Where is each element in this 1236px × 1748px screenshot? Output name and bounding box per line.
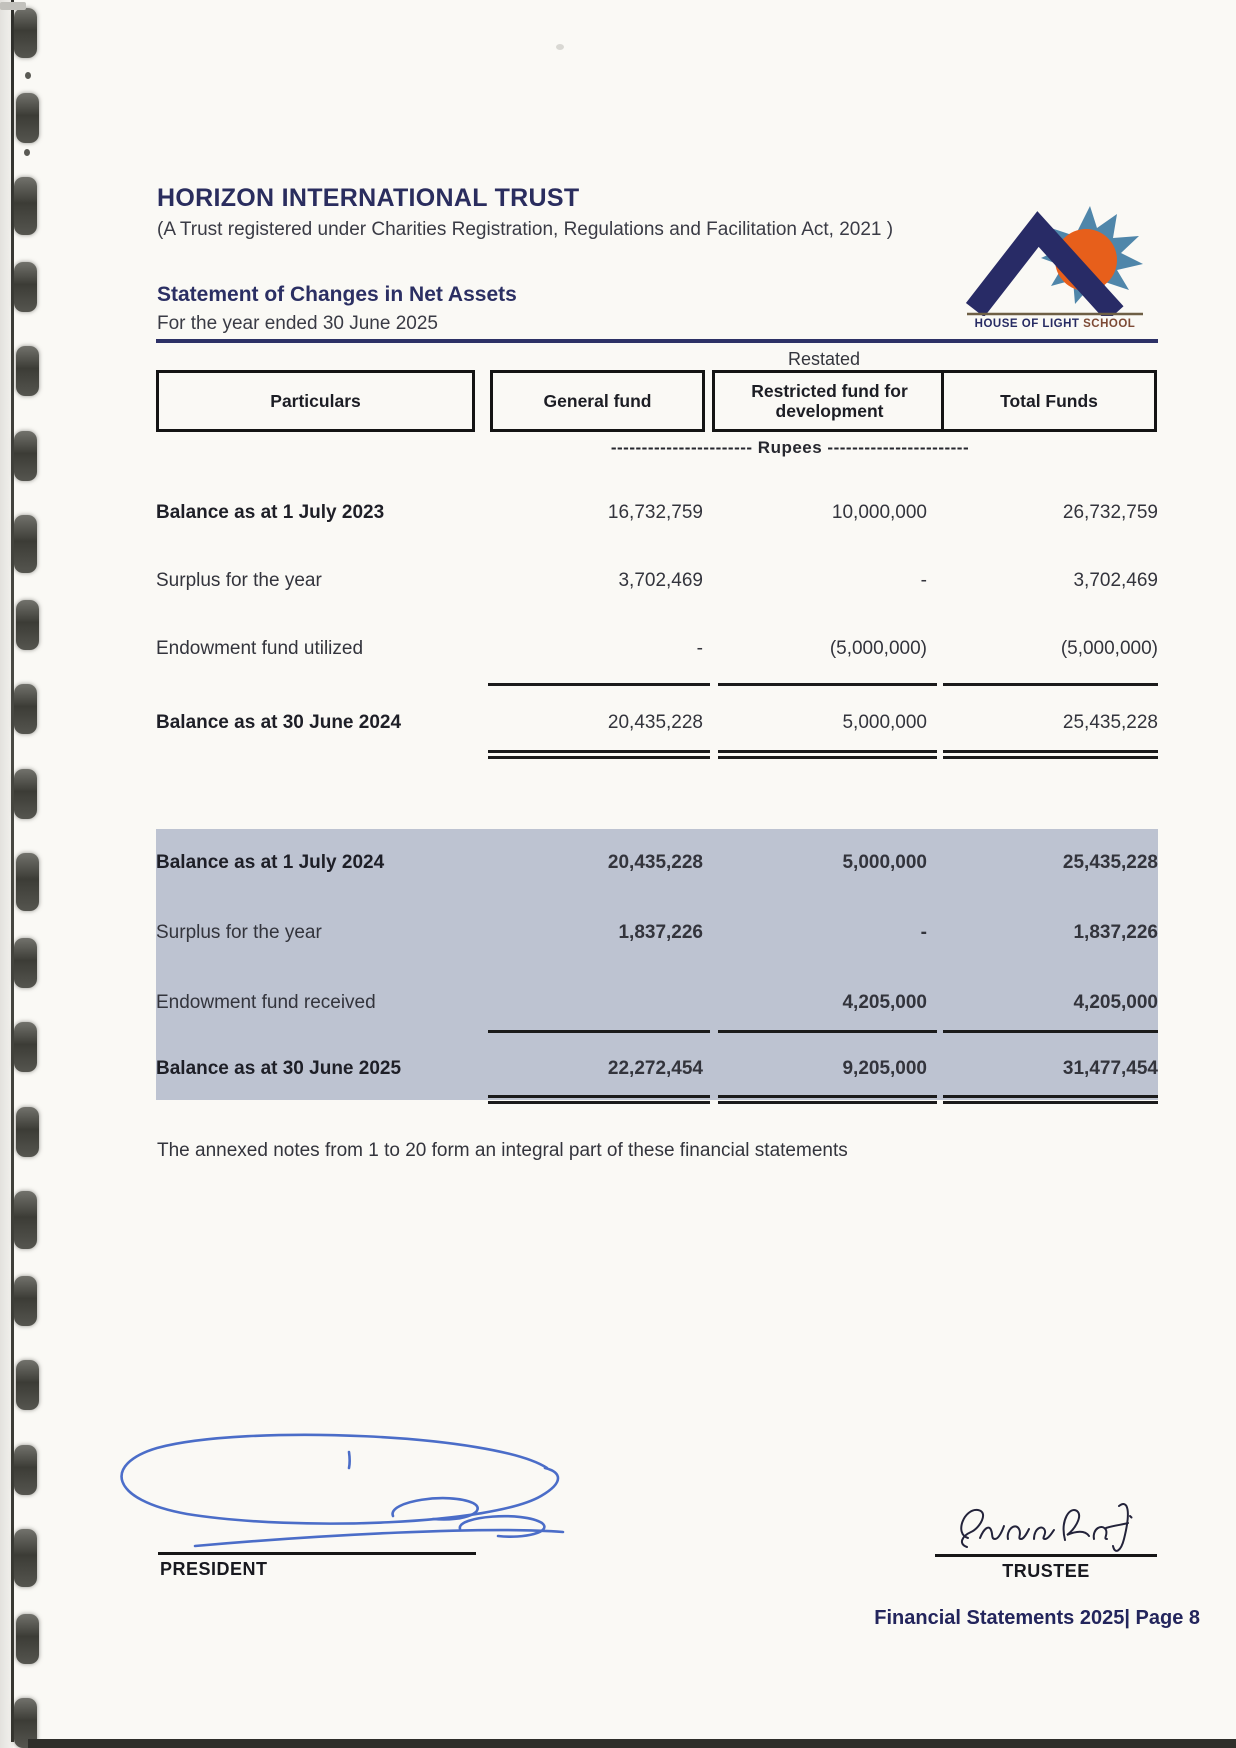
house-of-light-logo-icon [965,198,1145,316]
binding-hole [14,1276,37,1326]
restricted-fund-value: 5,000,000 [842,852,927,873]
table-row [156,570,1158,594]
total-funds-value: 25,435,228 [1062,712,1158,733]
trustee-signature-line [935,1554,1157,1557]
table-row [156,502,1158,526]
total-funds-value: (5,000,000) [1060,638,1158,659]
logo-caption-house-of-light: HOUSE OF LIGHT [974,318,1084,330]
binding-hole [14,1445,37,1495]
binding-hole [14,8,37,58]
row-label: Surplus for the year [156,922,322,943]
binding-hole [14,431,37,481]
restricted-fund-value: 5,000,000 [842,712,927,733]
table-row [156,992,1158,1016]
statement-period: For the year ended 30 June 2025 [157,313,438,334]
total-funds-value: 26,732,759 [1062,502,1158,523]
org-subtitle: (A Trust registered under Charities Registration, Regulations and Facilitation Act, 2021 ) [157,219,894,240]
trustee-signature-icon [948,1496,1138,1558]
row-label: Balance as at 1 July 2023 [156,502,385,523]
total-funds-value: 31,477,454 [1062,1058,1158,1079]
row-label: Surplus for the year [156,570,322,591]
restricted-fund-value: 9,205,000 [842,1058,927,1079]
general-fund-value: 16,732,759 [607,502,703,523]
table-row [156,1058,1158,1082]
general-fund-value: 3,702,469 [618,570,703,591]
closing-double-rules [156,1095,1158,1105]
annexed-notes-statement: The annexed notes from 1 to 20 form an integral part of these financial statements [157,1140,848,1161]
president-title: PRESIDENT [160,1559,268,1579]
binding-hole [14,1191,37,1249]
binding-hole [14,769,37,819]
binding-hole [16,93,39,143]
binding-hole [14,262,37,312]
binding-hole [16,1614,39,1664]
general-fund-value: - [696,638,703,659]
binding-speck [24,149,30,156]
logo-caption-school: SCHOOL [1083,318,1136,330]
column-header-particulars: Particulars [156,370,475,432]
total-funds-value: 4,205,000 [1073,992,1158,1013]
scan-smudge [556,44,564,50]
binding-hole [16,600,39,650]
binding-hole [14,1022,37,1072]
row-label: Balance as at 30 June 2025 [156,1058,402,1079]
restated-label: Restated [787,349,861,369]
currency-unit-line: ----------------------- Rupees ----------------------- [610,438,970,457]
binding-hole [16,853,39,911]
restricted-fund-value: (5,000,000) [829,638,927,659]
general-fund-value: 22,272,454 [607,1058,703,1079]
subtotal-rules [156,1030,1158,1034]
row-label: Balance as at 1 July 2024 [156,852,385,873]
column-header-total-funds: Total Funds [941,370,1157,432]
subtotal-rules [156,683,1158,687]
column-header-general-fund: General fund [490,370,705,432]
table-row [156,922,1158,946]
president-signature-icon [95,1422,580,1562]
page-footer: Financial Statements 2025| Page 8 [874,1607,1200,1629]
binding-speck [25,72,31,79]
restricted-fund-value: - [920,922,927,943]
statement-title: Statement of Changes in Net Assets [157,283,517,306]
table-row [156,712,1158,736]
total-funds-value: 3,702,469 [1073,570,1158,591]
general-fund-value: 1,837,226 [618,922,703,943]
row-label: Balance as at 30 June 2024 [156,712,402,733]
table-row [156,852,1158,876]
row-label: Endowment fund received [156,992,376,1013]
column-header-restricted-fund: Restricted fund for development [712,370,947,432]
binding-hole [14,938,37,988]
total-funds-value: 1,837,226 [1073,922,1158,943]
scan-corner-artifact [0,2,26,10]
general-fund-value: 20,435,228 [607,712,703,733]
scan-bottom-edge [28,1739,1236,1748]
binding-hole [16,1107,39,1157]
restricted-fund-value: 10,000,000 [831,502,927,523]
row-label: Endowment fund utilized [156,638,364,659]
table-row [156,638,1158,662]
president-signature-line [158,1552,476,1555]
binding-hole [14,515,37,573]
closing-double-rules [156,750,1158,760]
school-logo [965,198,1145,332]
org-name: HORIZON INTERNATIONAL TRUST [157,184,580,212]
logo-caption [965,318,1145,330]
trustee-title: TRUSTEE [1002,1561,1090,1581]
general-fund-value: 20,435,228 [607,852,703,873]
restricted-fund-value: - [920,570,927,591]
restricted-fund-value: 4,205,000 [842,992,927,1013]
binding-hole [16,346,39,396]
binding-hole [16,1360,39,1410]
binding-hole [14,1529,37,1587]
binding-hole [14,177,37,235]
binding-hole [14,684,37,734]
total-funds-value: 25,435,228 [1062,852,1158,873]
header-rule [156,339,1158,343]
